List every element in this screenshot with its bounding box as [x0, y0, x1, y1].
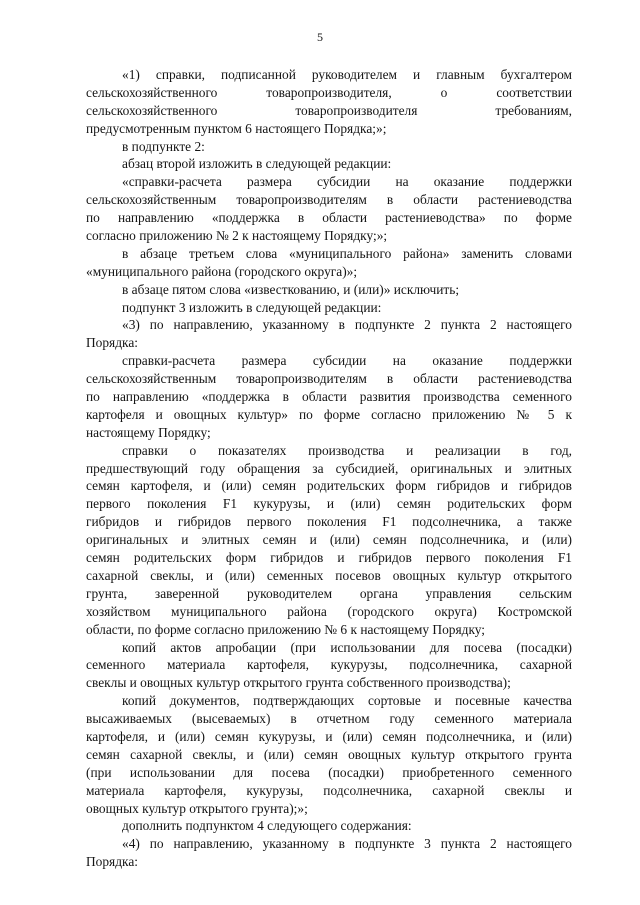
- text-line: в абзаце третьем слова «муниципального района» заменить словами: [122, 245, 572, 261]
- text-line: настоящему Порядку;: [86, 424, 211, 440]
- text-line: подпункт 3 изложить в следующей редакции:: [122, 299, 382, 315]
- text-line: овощных культур открытого грунта);»;: [86, 800, 308, 816]
- document-body: [86, 66, 572, 871]
- text-line: грунта, заверенной руководителем органа управления сельским: [86, 585, 572, 601]
- text-line: сельскохозяйственного товаропроизводителя, о соответствии: [86, 84, 572, 100]
- text-line: сахарной свеклы, и (или) семенных посевов овощных культур открытого: [86, 567, 572, 583]
- text-line: справки-расчета размера субсидии на оказание поддержки: [122, 353, 572, 369]
- text-line: сельскохозяйственного товаропроизводителя требованиям,: [86, 102, 572, 118]
- text-line: «справки-расчета размера субсидии на оказание поддержки: [122, 174, 572, 190]
- text-line: сельскохозяйственным товаропроизводителям в области растениеводства: [86, 371, 572, 387]
- text-line: «муниципального района (городского округа)»;: [86, 263, 358, 279]
- text-line: в подпункте 2:: [122, 138, 205, 154]
- text-line: по направлению «поддержка в области развития производства семенного: [86, 389, 572, 405]
- text-line: «1) справки, подписанной руководителем и главным бухгалтером: [122, 67, 572, 82]
- text-line: по направлению «поддержка в области растениеводства» по форме: [86, 210, 572, 226]
- text-line: семян сахарной свеклы, и (или) семян овощных культур открытого грунта: [86, 746, 572, 762]
- text-line: свеклы и овощных культур открытого грунта собственного производства);: [86, 675, 511, 691]
- text-line: согласно приложению № 2 к настоящему Порядку;»;: [86, 228, 388, 244]
- page-number: 5: [317, 30, 323, 44]
- text-line: области, по форме согласно приложению № 6 к настоящему Порядку;: [86, 621, 486, 637]
- text-line: сельскохозяйственным товаропроизводителям в области растениеводства: [86, 192, 572, 208]
- text-line: справки о показателях производства и реализации в год,: [122, 442, 572, 458]
- text-line: семян родительских форм гибридов и гибридов первого поколения F1: [86, 550, 572, 566]
- text-line: «4) по направлению, указанному в подпункте 3 пункта 2 настоящего: [122, 836, 572, 852]
- text-line: гибридов и гибридов первого поколения F1 подсолнечника, а также: [86, 514, 572, 530]
- text-line: копий актов апробации (при использовании для посева (посадки): [122, 639, 572, 655]
- text-line: Порядка:: [86, 335, 138, 351]
- text-line: картофеля и овощных культур» по форме согласно приложению № 5 к: [86, 406, 572, 422]
- text-line: высаживаемых (высеваемых) в отчетном году семенного материала: [86, 711, 572, 727]
- text-line: картофеля, и (или) семян кукурузы, и (или) семян подсолнечника, и (или): [86, 728, 572, 744]
- text-line: дополнить подпунктом 4 следующего содержания:: [122, 818, 412, 834]
- text-line: первого поколения F1 кукурузы, и (или) семян родительских форм: [86, 496, 572, 512]
- text-line: копий документов, подтверждающих сортовые и посевные качества: [122, 693, 572, 709]
- text-line: (при использовании для посева (посадки) приобретенного семенного: [86, 764, 572, 780]
- text-line: хозяйством муниципального района (городского округа) Костромской: [86, 603, 572, 619]
- text-line: в абзаце пятом слова «известкованию, и (или)» исключить;: [122, 281, 460, 297]
- text-line: Порядка:: [86, 854, 138, 870]
- text-line: предусмотренным пунктом 6 настоящего Порядка;»;: [86, 120, 387, 136]
- text-line: оригинальных и элитных семян и (или) семян подсолнечника, и (или): [86, 532, 572, 548]
- text-line: предшествующий году обращения за субсидией, оригинальных и элитных: [86, 460, 572, 476]
- text-line: «3) по направлению, указанному в подпункте 2 пункта 2 настоящего: [122, 317, 572, 333]
- text-line: материала картофеля, кукурузы, подсолнечника, сахарной свеклы и: [86, 782, 572, 798]
- text-line: семенного материала картофеля, кукурузы, подсолнечника, сахарной: [86, 657, 572, 673]
- text-line: семян картофеля, и (или) семян родительских форм гибридов и гибридов: [86, 478, 572, 494]
- text-line: абзац второй изложить в следующей редакции:: [122, 156, 392, 172]
